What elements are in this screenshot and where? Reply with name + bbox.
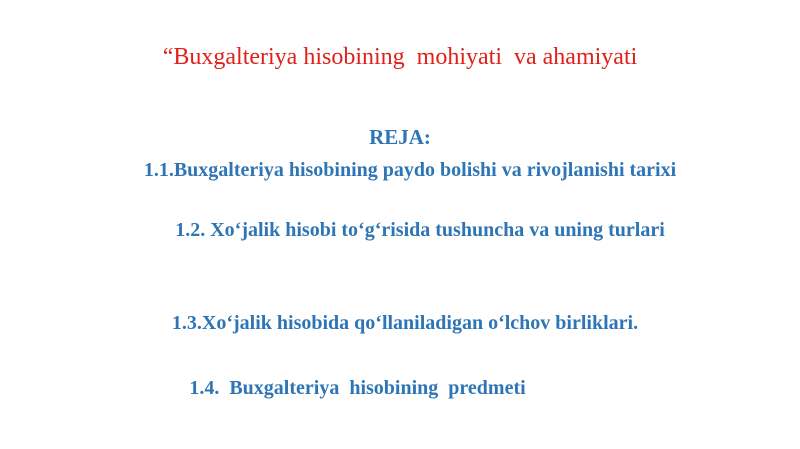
slide-title: “Buxgalteriya hisobining mohiyati va ahamiyati	[162, 44, 638, 70]
plan-item-1: 1.1.Buxgalteriya hisobining paydo bolishi va rivojlanishi tarixi	[143, 159, 677, 181]
plan-item-3: 1.3.Xo‘jalik hisobida qo‘llaniladigan o‘lchov birliklari.	[171, 312, 639, 334]
plan-heading: REJA:	[369, 125, 431, 149]
plan-item-2: 1.2. Xo‘jalik hisobi to‘g‘risida tushuncha va uning turlari	[165, 219, 665, 241]
plan-item-4: 1.4. Buxgalteriya hisobining predmeti	[189, 377, 526, 399]
